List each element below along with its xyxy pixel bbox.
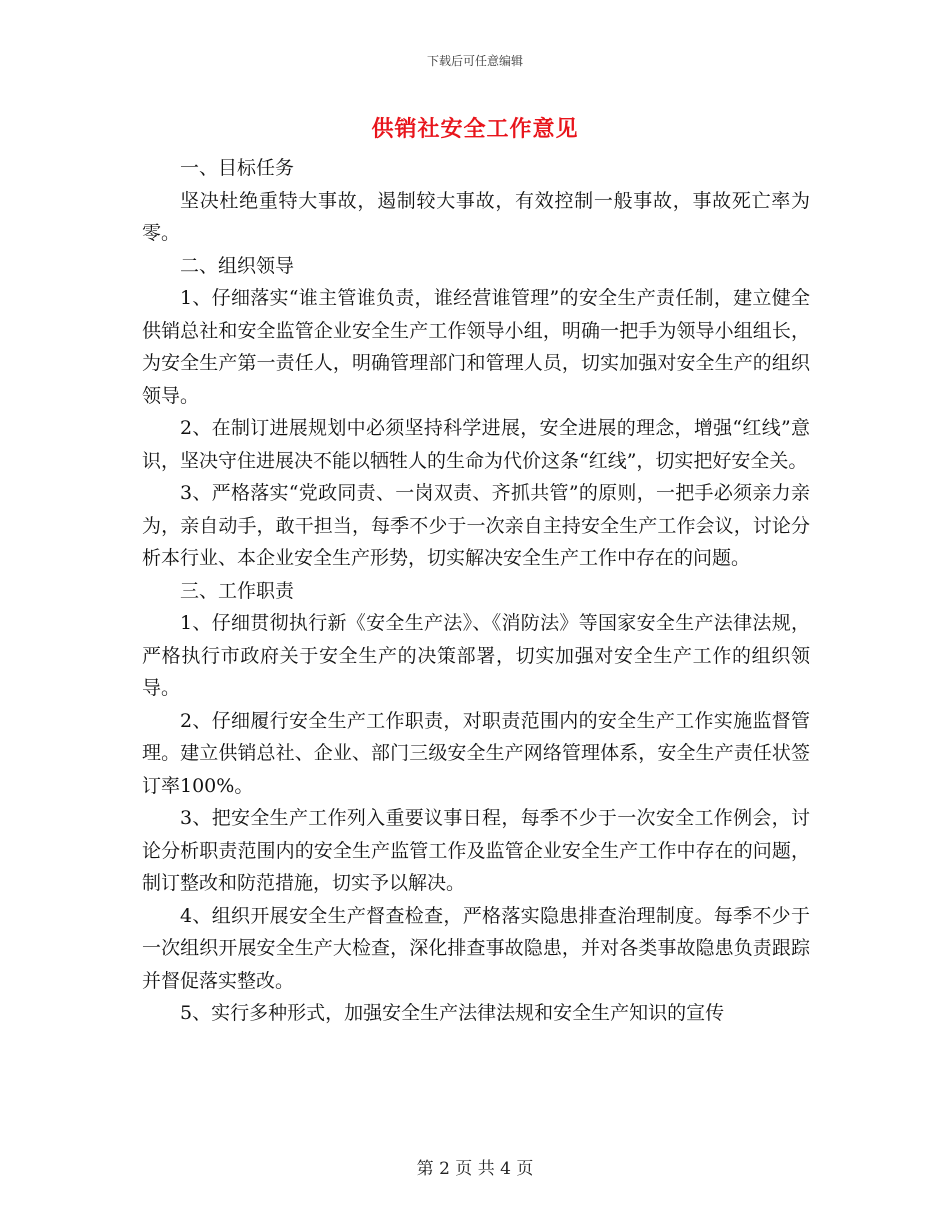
paragraph: 4、组织开展安全生产督查检查，严格落实隐患排查治理制度。每季不少于一次组织开展安全生产大检查，深化排查事故隐患，并对各类事故隐患负责跟踪并督促落实整改。 bbox=[142, 904, 810, 992]
paragraph: 5、实行多种形式，加强安全生产法律法规和安全生产知识的宣传 bbox=[180, 1002, 725, 1024]
section-heading: 一、目标任务 bbox=[180, 157, 295, 179]
page-footer: 第 2 页 共 4 页 bbox=[416, 1159, 534, 1179]
paragraph: 2、仔细履行安全生产工作职责，对职责范围内的安全生产工作实施监督管理。建立供销总社、企业、部门三级安全生产网络管理体系，安全生产责任状签订率100%。 bbox=[142, 709, 810, 797]
paragraph: 2、在制订进展规划中必须坚持科学进展，安全进展的理念，增强“红线”意识，坚决守住进展决不能以牺牲人的生命为代价这条“红线”，切实把好安全关。 bbox=[142, 417, 810, 472]
section-heading: 二、组织领导 bbox=[180, 254, 295, 277]
paragraph: 坚决杜绝重特大事故，遏制较大事故，有效控制一般事故，事故死亡率为零。 bbox=[142, 189, 810, 244]
paragraph: 3、严格落实“党政同责、一岗双责、齐抓共管”的原则，一把手必须亲力亲为，亲自动手，敢干担当，每季不少于一次亲自主持安全生产工作会议，讨论分析本行业、本企业安全生产形势，切实解决安全生产工作中存在的问题。 bbox=[142, 482, 810, 569]
page-header-note: 下载后可任意编辑 bbox=[426, 54, 523, 68]
paragraph: 1、仔细贯彻执行新《安全生产法》、《消防法》等国家安全生产法律法规，严格执行市政府关于安全生产的决策部署，切实加强对安全生产工作的组织领导。 bbox=[142, 612, 810, 699]
document-title: 供销社安全工作意见 bbox=[371, 117, 579, 142]
section-heading: 三、工作职责 bbox=[180, 579, 295, 602]
paragraph: 3、把安全生产工作列入重要议事日程，每季不少于一次安全工作例会，讨论分析职责范围内的安全生产监管工作及监管企业安全生产工作中存在的问题，制订整改和防范措施，切实予以解决。 bbox=[142, 807, 810, 894]
paragraph: 1、仔细落实“谁主管谁负责，谁经营谁管理”的安全生产责任制，建立健全供销总社和安全监管企业安全生产工作领导小组，明确一把手为领导小组组长，为安全生产第一责任人，明确管理部门和管理人员，切实加强对安全生产的组织领导。 bbox=[142, 287, 810, 407]
document-body bbox=[142, 152, 810, 1030]
